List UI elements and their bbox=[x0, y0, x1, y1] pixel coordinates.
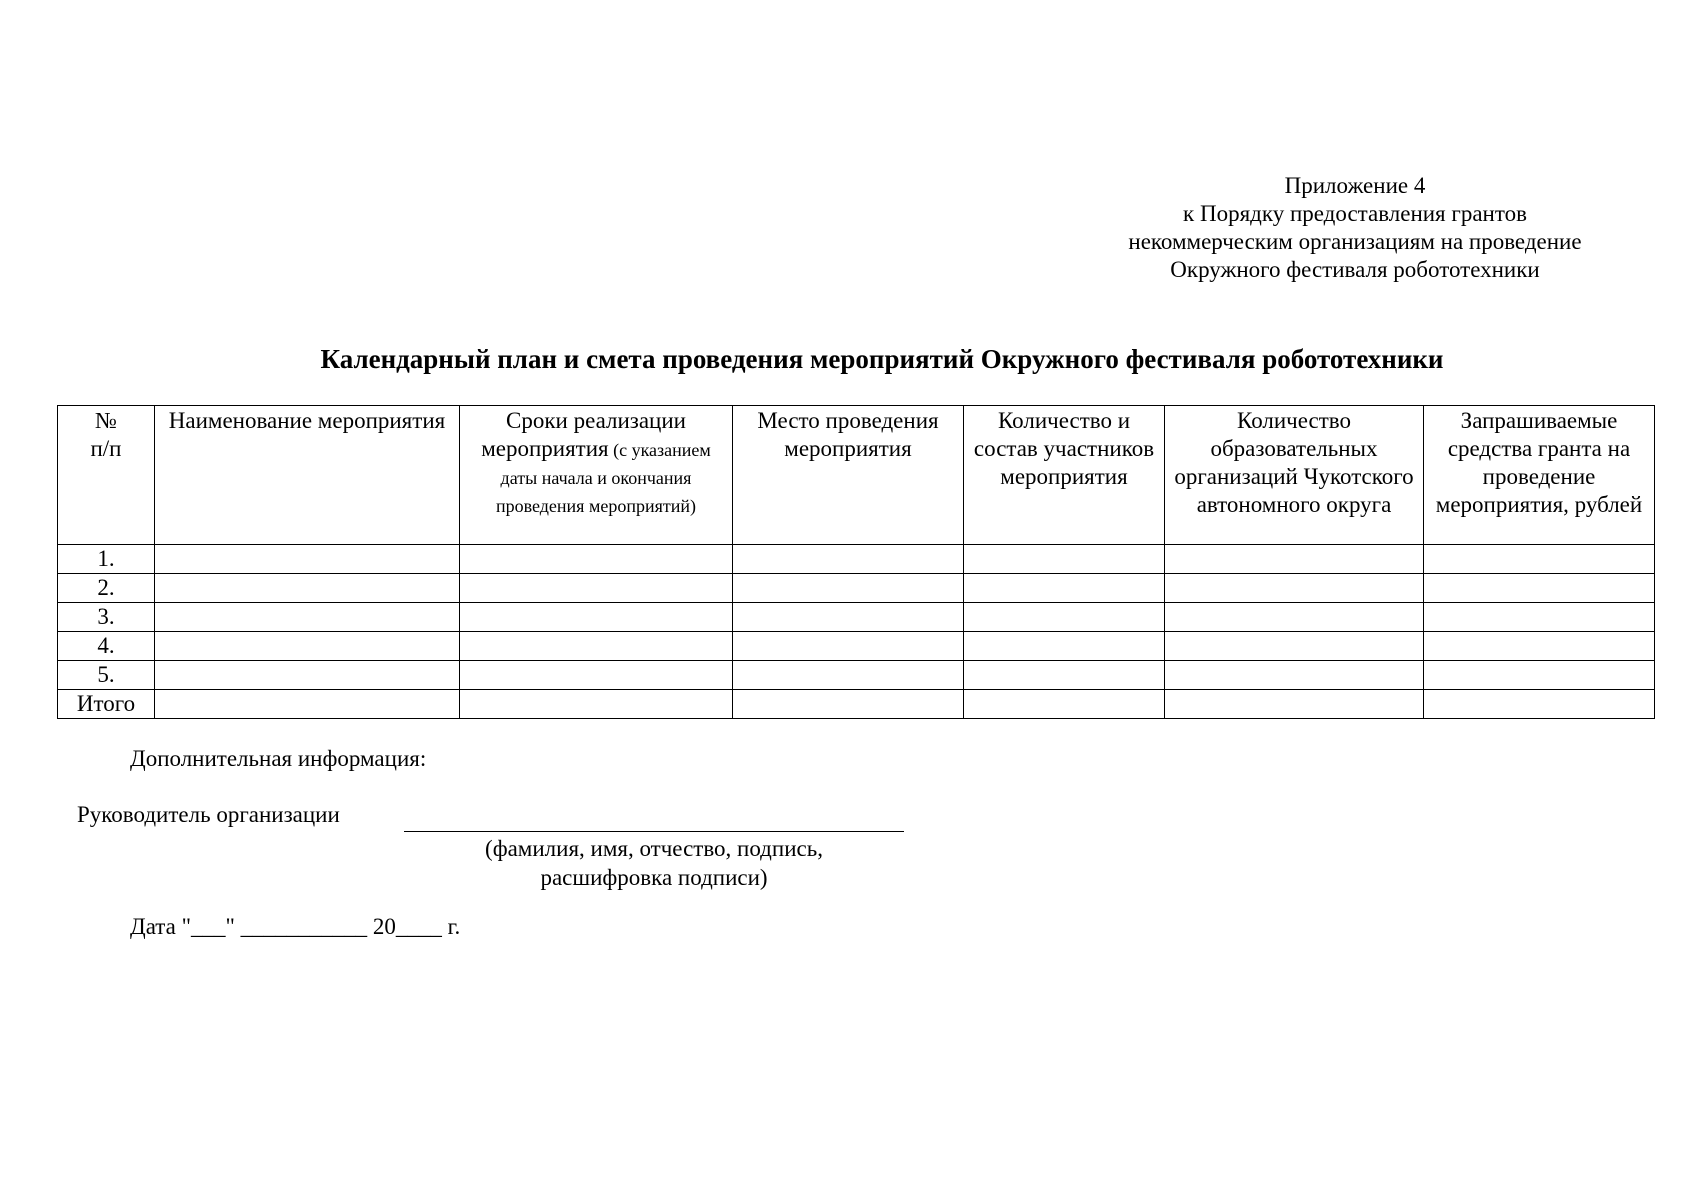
cell-organizations[interactable] bbox=[1165, 661, 1424, 690]
row-number: 1. bbox=[58, 545, 155, 574]
header-event-place bbox=[733, 406, 964, 545]
header-participants-label: Количество и состав участников мероприятия bbox=[973, 408, 1155, 489]
cell-organizations[interactable] bbox=[1165, 603, 1424, 632]
cell-participants[interactable] bbox=[964, 603, 1165, 632]
cell-organizations[interactable] bbox=[1165, 574, 1424, 603]
cell-grant-funds[interactable] bbox=[1424, 574, 1655, 603]
signature-caption-line-2: расшифровка подписи) bbox=[540, 865, 768, 890]
cell-organizations[interactable] bbox=[1165, 632, 1424, 661]
cell-event-dates[interactable] bbox=[460, 690, 733, 719]
cell-event-name[interactable] bbox=[155, 603, 460, 632]
cell-event-dates[interactable] bbox=[460, 661, 733, 690]
cell-event-place[interactable] bbox=[733, 632, 964, 661]
cell-organizations[interactable] bbox=[1165, 545, 1424, 574]
cell-event-dates[interactable] bbox=[460, 574, 733, 603]
row-number: 5. bbox=[58, 661, 155, 690]
cell-event-place[interactable] bbox=[733, 690, 964, 719]
cell-event-place[interactable] bbox=[733, 545, 964, 574]
header-event-dates-label: Сроки реализации мероприятия bbox=[481, 408, 686, 461]
header-participants bbox=[964, 406, 1165, 545]
cell-participants[interactable] bbox=[964, 632, 1165, 661]
cell-event-dates[interactable] bbox=[460, 545, 733, 574]
signature-label: Руководитель организации bbox=[77, 802, 340, 827]
header-event-place-label: Место проведения мероприятия bbox=[757, 408, 939, 461]
cell-grant-funds[interactable] bbox=[1424, 661, 1655, 690]
additional-info-label: Дополнительная информация: bbox=[130, 746, 427, 771]
row-number: 2. bbox=[58, 574, 155, 603]
table-row-total bbox=[58, 690, 1655, 719]
cell-grant-funds[interactable] bbox=[1424, 603, 1655, 632]
header-organizations bbox=[1165, 406, 1424, 545]
cell-participants[interactable] bbox=[964, 574, 1165, 603]
cell-event-name[interactable] bbox=[155, 574, 460, 603]
table-row bbox=[58, 603, 1655, 632]
row-number: 3. bbox=[58, 603, 155, 632]
appendix-line-4: Окружного фестиваля робототехники bbox=[1170, 257, 1540, 282]
cell-participants[interactable] bbox=[964, 690, 1165, 719]
table-row bbox=[58, 632, 1655, 661]
signature-line[interactable] bbox=[404, 831, 904, 832]
signature-caption-line-1: (фамилия, имя, отчество, подпись, bbox=[485, 836, 823, 861]
table-row bbox=[58, 661, 1655, 690]
cell-event-name[interactable] bbox=[155, 632, 460, 661]
cell-event-place[interactable] bbox=[733, 661, 964, 690]
cell-grant-funds[interactable] bbox=[1424, 632, 1655, 661]
date-line: Дата "___" ___________ 20____ г. bbox=[130, 914, 461, 939]
header-organizations-label: Количество образовательных организаций Чукотского автономного округа bbox=[1174, 408, 1414, 517]
appendix-line-2: к Порядку предоставления грантов bbox=[1183, 201, 1527, 226]
cell-organizations[interactable] bbox=[1165, 690, 1424, 719]
cell-event-name[interactable] bbox=[155, 690, 460, 719]
cell-event-name[interactable] bbox=[155, 545, 460, 574]
cell-event-name[interactable] bbox=[155, 661, 460, 690]
header-number bbox=[58, 406, 155, 545]
table-row bbox=[58, 545, 1655, 574]
table-row bbox=[58, 574, 1655, 603]
appendix-header bbox=[1080, 172, 1630, 284]
cell-participants[interactable] bbox=[964, 661, 1165, 690]
appendix-line-3: некоммерческим организациям на проведение bbox=[1128, 229, 1582, 254]
cell-event-dates[interactable] bbox=[460, 632, 733, 661]
header-event-name bbox=[155, 406, 460, 545]
header-grant-funds-label: Запрашиваемые средства гранта на проведение мероприятия, рублей bbox=[1435, 408, 1643, 517]
header-event-dates bbox=[460, 406, 733, 545]
cell-participants[interactable] bbox=[964, 545, 1165, 574]
header-event-dates-note: (с указанием даты начала и окончания проведения мероприятий) bbox=[495, 440, 711, 516]
table-header-row bbox=[58, 406, 1655, 545]
plan-table bbox=[57, 405, 1655, 719]
header-event-name-label: Наименование мероприятия bbox=[168, 408, 446, 433]
cell-grant-funds[interactable] bbox=[1424, 690, 1655, 719]
cell-event-dates[interactable] bbox=[460, 603, 733, 632]
header-number-label: № п/п bbox=[90, 408, 122, 461]
header-grant-funds bbox=[1424, 406, 1655, 545]
row-total-label: Итого bbox=[58, 690, 155, 719]
document-title: Календарный план и смета проведения мероприятий Окружного фестиваля робототехники bbox=[320, 344, 1444, 374]
cell-event-place[interactable] bbox=[733, 574, 964, 603]
cell-grant-funds[interactable] bbox=[1424, 545, 1655, 574]
cell-event-place[interactable] bbox=[733, 603, 964, 632]
signature-caption bbox=[404, 834, 904, 892]
appendix-line-1: Приложение 4 bbox=[1284, 173, 1426, 198]
row-number: 4. bbox=[58, 632, 155, 661]
